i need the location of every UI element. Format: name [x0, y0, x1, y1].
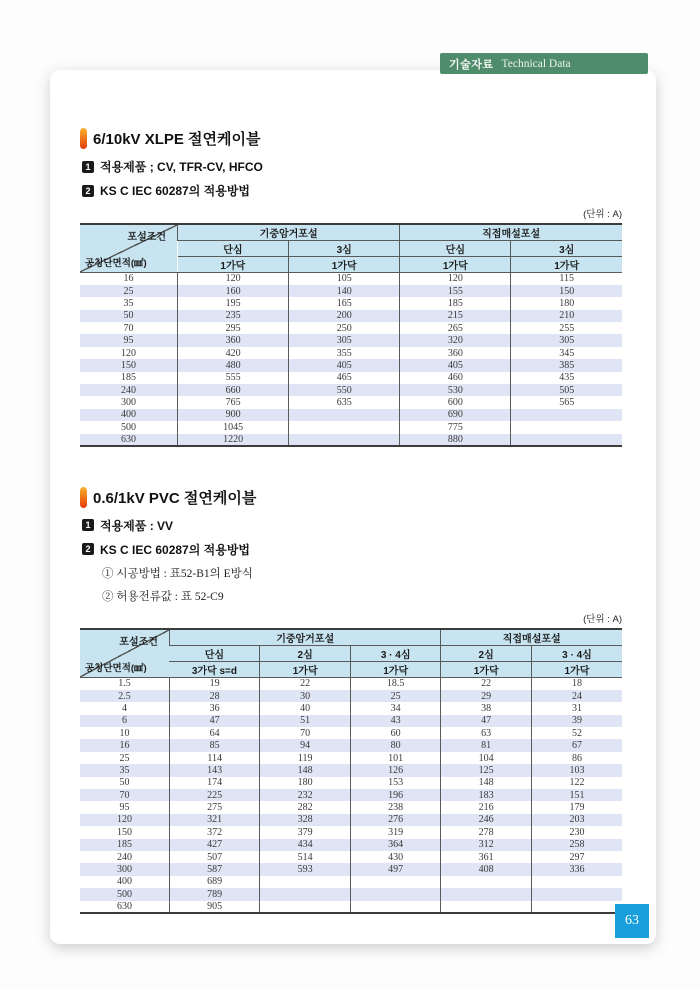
table-row [80, 359, 622, 371]
note-standard [82, 541, 622, 558]
ampacity-cell: 81 [441, 739, 532, 751]
ampacity-cell: 94 [260, 739, 351, 751]
size-cell: 630 [116, 900, 132, 912]
ampacity-cell: 31 [531, 702, 622, 714]
size-cell: 1.5 [118, 678, 131, 690]
ampacity-cell: 295 [178, 322, 289, 334]
ampacity-cell: 278 [441, 826, 532, 838]
ampacity-cell: 319 [350, 826, 441, 838]
ampacity-cell: 196 [350, 789, 441, 801]
ampacity-cell: 185 [400, 297, 511, 309]
ampacity-cell: 125 [441, 764, 532, 776]
size-cell: 185 [121, 372, 137, 384]
size-cell: 16 [123, 273, 134, 285]
ampacity-cell [289, 421, 400, 433]
ampacity-cell: 408 [441, 863, 532, 875]
note-number-icon: 1 [82, 519, 94, 531]
ampacity-cell: 372 [169, 826, 260, 838]
ampacity-cell [260, 901, 351, 913]
ampacity-cell: 434 [260, 839, 351, 851]
ampacity-cell: 336 [531, 863, 622, 875]
corner-label-cross-section: 공칭단면적(㎟) [85, 662, 147, 674]
ampacity-cell: 660 [178, 384, 289, 396]
section-title-xlpe [80, 128, 622, 149]
ampacity-cell: 312 [441, 839, 532, 851]
badge-label-english: Technical Data [501, 57, 571, 70]
core-header: 단심 [169, 645, 260, 661]
ampacity-cell: 40 [260, 702, 351, 714]
table-row [80, 876, 622, 888]
ampacity-cell: 215 [400, 310, 511, 322]
ampacity-cell: 36 [169, 702, 260, 714]
ampacity-cell [260, 876, 351, 888]
ampacity-cell [289, 434, 400, 446]
section-title-text: 0.6/1kV PVC 절연케이블 [93, 489, 257, 507]
ampacity-cell: 70 [260, 727, 351, 739]
ampacity-cell: 60 [350, 727, 441, 739]
table-row [80, 347, 622, 359]
ampacity-cell [441, 888, 532, 900]
table-row [80, 801, 622, 813]
section-title-pvc [80, 487, 622, 508]
size-cell: 25 [123, 285, 134, 297]
ampacity-cell: 153 [350, 777, 441, 789]
ampacity-cell: 104 [441, 752, 532, 764]
ampacity-cell: 39 [531, 715, 622, 727]
size-cell: 500 [116, 888, 132, 900]
ampacity-cell: 555 [178, 372, 289, 384]
strand-header: 1가닥 [350, 661, 441, 677]
ampacity-cell: 24 [531, 690, 622, 702]
ampacity-cell: 360 [400, 347, 511, 359]
group-header-air-duct: 기중암거포설 [169, 629, 441, 646]
ampacity-cell: 216 [441, 801, 532, 813]
table-row [80, 273, 622, 285]
table-row [80, 677, 622, 689]
ampacity-cell: 765 [178, 396, 289, 408]
ampacity-cell: 103 [531, 764, 622, 776]
table-row [80, 372, 622, 384]
table-row [80, 702, 622, 714]
ampacity-cell: 151 [531, 789, 622, 801]
size-cell: 10 [119, 727, 130, 739]
ampacity-cell: 905 [169, 901, 260, 913]
ampacity-cell: 160 [178, 285, 289, 297]
note-number-icon: 2 [82, 185, 94, 197]
ampacity-cell: 282 [260, 801, 351, 813]
size-cell: 630 [121, 433, 137, 445]
ampacity-cell: 900 [178, 409, 289, 421]
size-cell: 6 [121, 715, 127, 727]
table-row [80, 752, 622, 764]
ampacity-cell: 305 [289, 334, 400, 346]
ampacity-cell: 52 [531, 727, 622, 739]
ampacity-cell: 305 [511, 334, 622, 346]
diagonal-corner-cell [80, 629, 169, 678]
table-row [80, 826, 622, 838]
note-text: 적용제품 : VV [100, 518, 174, 533]
ampacity-cell: 148 [441, 777, 532, 789]
size-cell: 400 [116, 876, 132, 888]
table-row [80, 764, 622, 776]
core-header: 3심 [511, 241, 622, 257]
ampacity-cell [350, 888, 441, 900]
size-cell: 185 [116, 839, 132, 851]
ampacity-cell: 550 [289, 384, 400, 396]
table-row [80, 334, 622, 346]
ampacity-cell: 600 [400, 396, 511, 408]
note-standard [82, 182, 622, 199]
strand-header: 1가닥 [260, 661, 351, 677]
unit-label: (단위 : A) [583, 209, 622, 220]
size-cell: 300 [116, 864, 132, 876]
ampacity-cell: 587 [169, 863, 260, 875]
ampacity-cell: 405 [400, 359, 511, 371]
strand-header: 1가닥 [531, 661, 622, 677]
table-row [80, 863, 622, 875]
subnote-current-rating: ② 허용전류값 : 표 52-C9 [102, 590, 224, 603]
table-row [80, 715, 622, 727]
ampacity-cell: 203 [531, 814, 622, 826]
ampacity-cell: 29 [441, 690, 532, 702]
note-number-icon: 1 [82, 161, 94, 173]
ampacity-cell: 28 [169, 690, 260, 702]
ampacity-cell: 195 [178, 297, 289, 309]
ampacity-cell: 514 [260, 851, 351, 863]
note-applicable-products [82, 158, 622, 175]
table-row [80, 396, 622, 408]
ampacity-cell: 150 [511, 285, 622, 297]
ampacity-cell: 430 [350, 851, 441, 863]
table-row [80, 888, 622, 900]
table-group-header-row [80, 224, 622, 241]
ampacity-cell: 420 [178, 347, 289, 359]
core-header: 단심 [178, 241, 289, 257]
title-bullet-icon [80, 487, 87, 508]
ampacity-cell: 51 [260, 715, 351, 727]
note-text: KS C IEC 60287의 적용방법 [100, 184, 251, 198]
ampacity-cell: 1045 [178, 421, 289, 433]
size-cell: 500 [121, 421, 137, 433]
note-number-icon: 2 [82, 543, 94, 555]
table-row [80, 434, 622, 446]
size-cell: 50 [123, 310, 134, 322]
size-cell: 150 [121, 359, 137, 371]
ampacity-cell: 85 [169, 739, 260, 751]
section-xlpe-cable [80, 128, 622, 447]
ampacity-cell: 235 [178, 310, 289, 322]
corner-label-cross-section: 공칭단면적(㎟) [85, 258, 147, 269]
size-cell: 16 [119, 740, 130, 752]
ampacity-cell [531, 876, 622, 888]
ampacity-cell: 364 [350, 839, 441, 851]
ampacity-cell [531, 888, 622, 900]
ampacity-cell: 38 [441, 702, 532, 714]
size-cell: 150 [116, 826, 132, 838]
ampacity-cell: 18.5 [350, 677, 441, 689]
ampacity-cell: 80 [350, 739, 441, 751]
table-group-header-row [80, 629, 622, 646]
note-text: 적용제품 ; CV, TFR-CV, HFCO [100, 160, 263, 174]
size-cell: 400 [121, 409, 137, 421]
table-row [80, 777, 622, 789]
table-row [80, 297, 622, 309]
table-row [80, 421, 622, 433]
ampacity-cell: 64 [169, 727, 260, 739]
ampacity-cell: 405 [289, 359, 400, 371]
table-row [80, 409, 622, 421]
ampacity-cell: 122 [531, 777, 622, 789]
ampacity-cell: 230 [531, 826, 622, 838]
note-applicable-products [82, 517, 622, 534]
ampacity-cell: 379 [260, 826, 351, 838]
table-row [80, 384, 622, 396]
size-cell: 25 [119, 752, 130, 764]
ampacity-cell: 119 [260, 752, 351, 764]
corner-label-condition: 포설조건 [119, 636, 158, 648]
ampacity-cell: 115 [511, 273, 622, 285]
ampacity-cell: 43 [350, 715, 441, 727]
size-cell: 240 [116, 851, 132, 863]
size-cell: 95 [119, 802, 130, 814]
ampacity-cell: 200 [289, 310, 400, 322]
section-title-text: 6/10kV XLPE 절연케이블 [93, 131, 261, 148]
strand-header: 1가닥 [289, 257, 400, 273]
ampacity-cell: 775 [400, 421, 511, 433]
ampacity-cell: 297 [531, 851, 622, 863]
core-header: 2심 [260, 645, 351, 661]
ampacity-cell: 238 [350, 801, 441, 813]
subnote-installation-method: ① 시공방법 : 표52-B1의 E방식 [102, 567, 253, 580]
table-row [80, 285, 622, 297]
ampacity-cell [441, 876, 532, 888]
ampacity-cell: 210 [511, 310, 622, 322]
ampacity-cell: 507 [169, 851, 260, 863]
badge-label-korean: 기술자료 [449, 58, 494, 71]
section-pvc-cable [80, 487, 622, 914]
group-header-direct-burial: 직접매설포설 [400, 224, 622, 241]
ampacity-cell: 63 [441, 727, 532, 739]
ampacity-cell: 30 [260, 690, 351, 702]
ampacity-cell: 460 [400, 372, 511, 384]
ampacity-cell: 689 [169, 876, 260, 888]
ampacity-cell: 180 [260, 777, 351, 789]
ampacity-cell: 320 [400, 334, 511, 346]
ampacity-cell: 345 [511, 347, 622, 359]
ampacity-cell [260, 888, 351, 900]
strand-header: 1가닥 [400, 257, 511, 273]
table-row [80, 310, 622, 322]
table-row [80, 901, 622, 913]
ampacity-cell: 246 [441, 814, 532, 826]
ampacity-cell [350, 876, 441, 888]
title-bullet-icon [80, 128, 87, 149]
ampacity-cell: 360 [178, 334, 289, 346]
ampacity-cell: 19 [169, 677, 260, 689]
ampacity-cell: 165 [289, 297, 400, 309]
page-card [50, 70, 656, 944]
size-cell: 2.5 [118, 690, 131, 702]
ampacity-cell: 789 [169, 888, 260, 900]
table-row [80, 727, 622, 739]
size-cell: 4 [121, 702, 127, 714]
ampacity-cell: 180 [511, 297, 622, 309]
ampacity-cell [441, 901, 532, 913]
ampacity-cell: 361 [441, 851, 532, 863]
ampacity-cell: 275 [169, 801, 260, 813]
note-text: KS C IEC 60287의 적용방법 [100, 542, 251, 557]
ampacity-cell: 126 [350, 764, 441, 776]
table-row [80, 814, 622, 826]
size-cell: 120 [121, 347, 137, 359]
ampacity-cell: 140 [289, 285, 400, 297]
table-row [80, 690, 622, 702]
ampacity-cell: 232 [260, 789, 351, 801]
ampacity-cell: 465 [289, 372, 400, 384]
ampacity-cell: 355 [289, 347, 400, 359]
core-header: 단심 [400, 241, 511, 257]
size-cell: 120 [116, 814, 132, 826]
ampacity-cell: 148 [260, 764, 351, 776]
ampacity-cell: 120 [400, 273, 511, 285]
strand-header: 1가닥 [511, 257, 622, 273]
ampacity-cell: 880 [400, 434, 511, 446]
ampacity-cell [511, 434, 622, 446]
ampacity-cell: 225 [169, 789, 260, 801]
ampacity-cell: 250 [289, 322, 400, 334]
strand-header: 1가닥 [178, 257, 289, 273]
diagonal-corner-cell [80, 224, 178, 273]
ampacity-cell: 565 [511, 396, 622, 408]
size-cell: 95 [123, 335, 134, 347]
ampacity-cell [289, 409, 400, 421]
size-cell: 300 [121, 397, 137, 409]
ampacity-cell [531, 901, 622, 913]
technical-data-badge [440, 53, 648, 74]
ampacity-cell: 22 [260, 677, 351, 689]
ampacity-cell: 183 [441, 789, 532, 801]
corner-label-condition: 포설조건 [127, 232, 167, 243]
unit-label: (단위 : A) [583, 613, 622, 625]
ampacity-cell: 480 [178, 359, 289, 371]
group-header-air-duct: 기중암거포설 [178, 224, 400, 241]
xlpe-ampacity-table [80, 223, 622, 447]
ampacity-cell: 101 [350, 752, 441, 764]
ampacity-cell: 179 [531, 801, 622, 813]
ampacity-cell: 265 [400, 322, 511, 334]
table-row [80, 322, 622, 334]
ampacity-cell: 690 [400, 409, 511, 421]
ampacity-cell: 385 [511, 359, 622, 371]
table-row [80, 739, 622, 751]
ampacity-cell: 67 [531, 739, 622, 751]
ampacity-cell: 22 [441, 677, 532, 689]
ampacity-cell: 47 [441, 715, 532, 727]
ampacity-cell: 435 [511, 372, 622, 384]
ampacity-cell: 530 [400, 384, 511, 396]
table-row [80, 789, 622, 801]
ampacity-cell: 635 [289, 396, 400, 408]
ampacity-cell: 1220 [178, 434, 289, 446]
size-cell: 70 [123, 322, 134, 334]
ampacity-cell: 497 [350, 863, 441, 875]
ampacity-cell: 105 [289, 273, 400, 285]
ampacity-cell: 25 [350, 690, 441, 702]
ampacity-cell: 427 [169, 839, 260, 851]
ampacity-cell: 174 [169, 777, 260, 789]
ampacity-cell [511, 409, 622, 421]
ampacity-cell: 255 [511, 322, 622, 334]
size-cell: 240 [121, 384, 137, 396]
ampacity-cell: 34 [350, 702, 441, 714]
size-cell: 70 [119, 789, 130, 801]
size-cell: 35 [123, 297, 134, 309]
ampacity-cell: 86 [531, 752, 622, 764]
ampacity-cell [350, 901, 441, 913]
group-header-direct-burial: 직접매설포설 [441, 629, 622, 646]
ampacity-cell: 258 [531, 839, 622, 851]
table-row [80, 851, 622, 863]
ampacity-cell: 155 [400, 285, 511, 297]
ampacity-cell: 321 [169, 814, 260, 826]
size-cell: 35 [119, 764, 130, 776]
ampacity-cell: 593 [260, 863, 351, 875]
ampacity-cell: 47 [169, 715, 260, 727]
ampacity-cell: 114 [169, 752, 260, 764]
ampacity-cell: 505 [511, 384, 622, 396]
core-header: 3 · 4심 [531, 645, 622, 661]
ampacity-cell: 18 [531, 677, 622, 689]
ampacity-cell: 276 [350, 814, 441, 826]
page-number-badge: 63 [615, 904, 649, 938]
ampacity-cell: 143 [169, 764, 260, 776]
ampacity-cell: 328 [260, 814, 351, 826]
core-header: 3 · 4심 [350, 645, 441, 661]
strand-header: 1가닥 [441, 661, 532, 677]
core-header: 2심 [441, 645, 532, 661]
ampacity-cell: 120 [178, 273, 289, 285]
table-row [80, 839, 622, 851]
size-cell: 50 [119, 777, 130, 789]
ampacity-cell [511, 421, 622, 433]
strand-header: 3가닥 s=d [169, 661, 260, 677]
core-header: 3심 [289, 241, 400, 257]
pvc-ampacity-table [80, 628, 622, 914]
